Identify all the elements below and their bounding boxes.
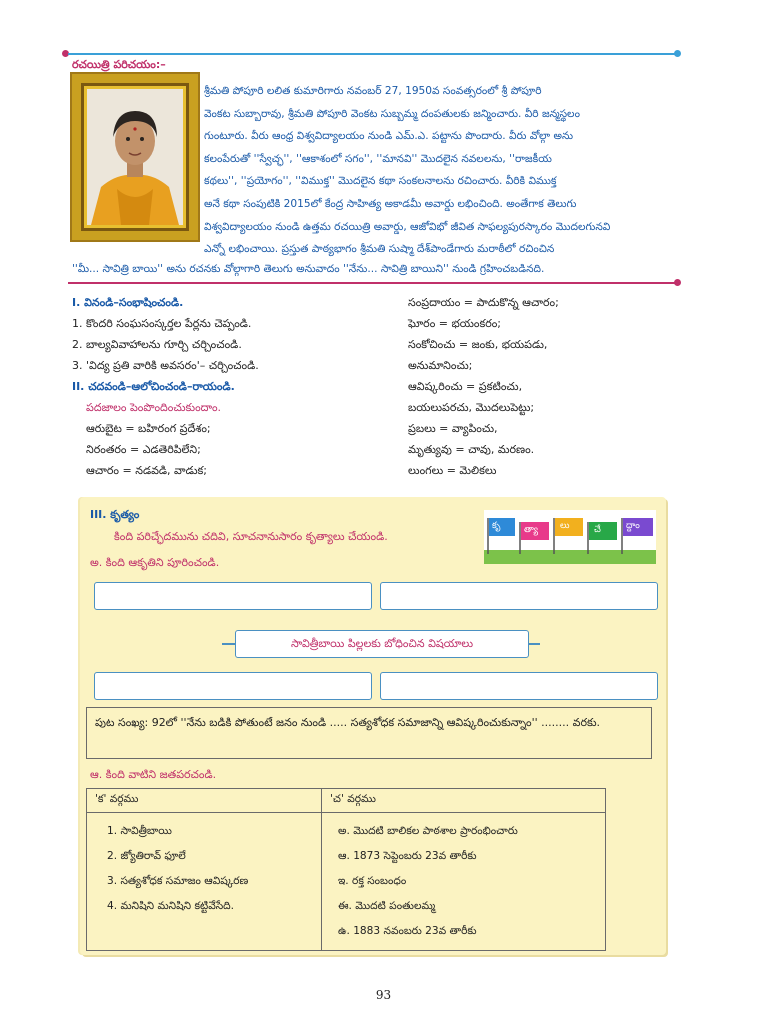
intro-line: కలంపేరుతో ''స్వేచ్ఛ'', ''ఆకాశంలో సగం'', ''మానవి'' మొదలైన నవలలను, ''రాజకీయ <box>204 152 552 165</box>
column-header-cha: 'చ' వర్గము <box>322 789 606 813</box>
vocab-item: ఆచారం = నడవడి, వాడుక; <box>86 464 207 477</box>
intro-line: శ్రీమతి పోపూరి లలిత కుమారిగారు నవంబర్ 27, 1950వ సంవత్సరంలో శ్రీ పోపూరి <box>204 85 542 97</box>
author-photo <box>87 89 183 225</box>
flag-label: త్యా <box>524 525 538 535</box>
vocab-item: ఆవిష్కరించు = ప్రకటించు, <box>408 380 523 393</box>
flag-label: లు <box>560 521 570 531</box>
section1-item: 1. కొందరి సంఘసంస్కర్తల పేర్లను చెప్పండి. <box>72 317 252 330</box>
vocab-item: ఆరుబైట = బహిరంగ ప్రదేశం; <box>86 422 211 435</box>
header-rule <box>68 53 676 55</box>
vocab-item: బయలుపరచు, మొదలుపెట్టు; <box>408 401 535 414</box>
activity-instruction: కింది పరిచ్ఛేదమును చదివి, సూచనానుసారం కృత్యాలు చేయండి. <box>114 530 388 543</box>
match-left-item: 2. జ్యోతిరావ్ ఫూలే <box>107 850 186 862</box>
answer-box-bottom-right[interactable] <box>380 672 658 700</box>
matching-table <box>86 788 606 951</box>
page-number: 93 <box>375 988 392 1002</box>
intro-line: అనే కథా సంపుటికి 2015లో కేంద్ర సాహిత్య అకాడమీ అవార్డు లభించింది. అంతేగాక తెలుగు <box>204 197 577 210</box>
vocab-item: సంప్రదాయం = పాదుకొన్న ఆచారం; <box>408 296 559 309</box>
intro-bottom-rule <box>68 282 676 284</box>
vocab-item: మృత్యువు = చావు, మరణం. <box>408 443 535 456</box>
section2-title: II. చదవండి–ఆలోచించండి–రాయండి. <box>72 380 235 393</box>
center-topic-box: సావిత్రీబాయి పిల్లలకు బోధించిన విషయాలు <box>235 630 529 658</box>
vocab-item: నిరంతరం = ఎడతెరిపిలేని; <box>86 443 201 456</box>
match-right-item: ఉ. 1883 నవంబరు 23వ తారీకు <box>338 925 477 937</box>
section1-item: 2. బాల్యవివాహాలను గూర్చి చర్చించండి. <box>72 338 242 351</box>
intro-title: రచయిత్రి పరిచయం:– <box>72 58 166 71</box>
part-a-heading: అ. కింది ఆకృతిని పూరించండి. <box>90 556 220 569</box>
section2-subtitle: పదజాలం పెంపొందించుకుందాం. <box>86 401 222 414</box>
column-header-ka: 'క' వర్గము <box>87 789 322 813</box>
answer-box-bottom-left[interactable] <box>94 672 372 700</box>
match-right-item: ఆ. 1873 సెప్టెంబరు 23వ తారీకు <box>338 850 477 862</box>
match-right-item: ఇ. రక్త సంబంధం <box>338 875 407 887</box>
match-left-item: 3. సత్యశోధక సమాజం ఆవిష్కరణ <box>107 875 249 887</box>
intro-line: ఎన్నో లభించాయి. ప్రస్తుత పాఠ్యభాగం శ్రీమతి సుష్మా దేశ్‌పాండేగారు మరాఠీలో రచించిన <box>204 243 555 256</box>
intro-line: కథలు'', ''ప్రయోగం'', ''విముక్త'' మొదలైన కథా సంకలనాలను రచించారు. వీరికి విముక్త <box>204 175 557 188</box>
flag-label: ద్దాం <box>626 521 640 531</box>
left-column <box>72 292 259 481</box>
answer-box-top-right[interactable] <box>380 582 658 610</box>
author-photo-frame <box>72 74 198 240</box>
vocab-item: ఘోరం = భయంకరం; <box>408 317 501 330</box>
vocab-item: సంకోచించు = జంకు, భయపడు, <box>408 338 548 351</box>
section1-title: I. వినండి–సంభాషించండి. <box>72 296 184 309</box>
match-right-item: అ. మొదటి బాలికల పాఠశాల ప్రారంభించారు <box>338 825 518 837</box>
page-reference-box: పుట సంఖ్య: 92లో ''నేను బడికి పోతుంటే జనం నుండి ..... సత్యశోధక సమాజాన్ని ఆవిష్కరించుకున్నాం'' ........ వరకు. <box>86 707 652 759</box>
activity-title: III. కృత్యం <box>90 508 140 521</box>
intro-last-line: ''మీ... సావిత్రి బాయి'' అను రచనకు వోల్గాగారి తెలుగు అనువాదం ''నేను... సావిత్రి బాయిని'' నుండి గ్రహించబడినది. <box>72 263 545 275</box>
flags-graphic <box>484 510 656 564</box>
vocab-item: ప్రబలు = వ్యాపించు, <box>408 422 498 435</box>
section1-item: 3. 'విద్య ప్రతి వారికి అవసరం'– చర్చించండి. <box>72 359 259 372</box>
right-column <box>408 292 559 481</box>
match-left-item: 1. సావిత్రీబాయి <box>107 825 172 837</box>
intro-line: వెంకట సుబ్బారావు, శ్రీమతి పోపూరి వెంకట సుబ్బమ్మ దంపతులకు జన్మించారు. వీరి జన్మస్థలం <box>204 107 580 120</box>
flag-label: కృ <box>492 521 501 531</box>
vocab-item: లుంగలు = మెలికలు <box>408 464 497 477</box>
intro-paragraph <box>204 80 674 261</box>
match-right-item: ఈ. మొదటి పంతులమ్మ <box>338 900 436 912</box>
intro-line: గుంటూరు. వీరు ఆంధ్ర విశ్వవిద్యాలయం నుండి ఎమ్.ఎ. పట్టాను పొందారు. వీరు వోల్గా అను <box>204 130 574 143</box>
flag-label: చే <box>594 525 601 535</box>
part-b-heading: ఆ. కింది వాటిని జతపరచండి. <box>90 768 217 781</box>
intro-rule-dot <box>674 279 681 286</box>
intro-line: విశ్వవిద్యాలయం నుండి ఉత్తమ రచయిత్రి అవార్డు, ఆజోవిభో జీవిత సాఫల్యపురస్కారం మొదలగునవి <box>204 220 611 233</box>
connector-left <box>222 643 235 645</box>
answer-box-top-left[interactable] <box>94 582 372 610</box>
match-left-item: 4. మనిషిని మనిషిని కట్టివేసేది. <box>107 900 235 912</box>
vocab-item: అనుమానించు; <box>408 359 473 372</box>
rule-dot-right <box>674 50 681 57</box>
